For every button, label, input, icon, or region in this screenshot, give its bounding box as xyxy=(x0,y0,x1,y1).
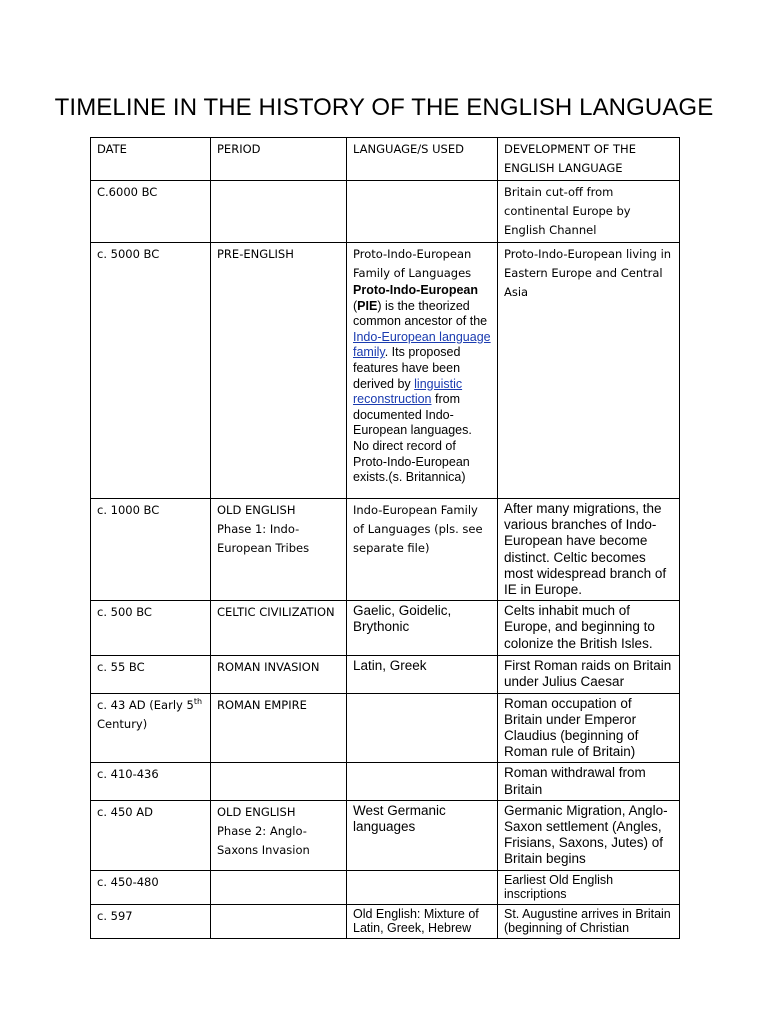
cell-language: Gaelic, Goidelic, Brythonic xyxy=(347,601,498,656)
table-row xyxy=(91,870,680,904)
cell-development: Britain cut-off from continental Europe by English Channel xyxy=(498,181,680,243)
cell-date: c. 597 xyxy=(91,904,211,938)
cell-period xyxy=(211,800,347,870)
table-header-row xyxy=(91,138,680,181)
date-main: c. 43 AD (Early 5 xyxy=(97,697,194,712)
cell-language xyxy=(347,870,498,904)
cell-language: Old English: Mixture of Latin, Greek, Hebrew xyxy=(347,904,498,938)
pie-text: ( xyxy=(353,298,358,313)
cell-period: PRE-ENGLISH xyxy=(211,243,347,499)
cell-language xyxy=(347,181,498,243)
indo-european-family-link[interactable]: Indo-European language family xyxy=(353,329,491,360)
linguistic-reconstruction-link[interactable]: linguistic reconstruction xyxy=(353,376,463,407)
timeline-table xyxy=(90,137,680,939)
date-superscript: th xyxy=(193,696,203,706)
cell-development: Germanic Migration, Anglo-Saxon settlement (Angles, Frisians, Saxons, Jutes) of Britain begins xyxy=(498,800,680,870)
page-title: TIMELINE IN THE HISTORY OF THE ENGLISH LANGUAGE xyxy=(54,94,714,121)
cell-development: First Roman raids on Britain under Julius Caesar xyxy=(498,656,680,693)
cell-period: CELTIC CIVILIZATION xyxy=(211,601,347,656)
cell-development: Roman occupation of Britain under Emperor Claudius (beginning of Roman rule of Britain) xyxy=(498,693,680,763)
cell-period xyxy=(211,763,347,800)
cell-date: c. 500 BC xyxy=(91,601,211,656)
cell-development: Celts inhabit much of Europe, and beginning to colonize the British Isles. xyxy=(498,601,680,656)
table-row xyxy=(91,601,680,656)
cell-language xyxy=(347,243,498,499)
cell-language xyxy=(347,693,498,763)
cell-date: c. 410-436 xyxy=(91,763,211,800)
cell-language: Latin, Greek xyxy=(347,656,498,693)
table-row xyxy=(91,763,680,800)
header-date: DATE xyxy=(91,138,211,181)
date-tail: Century) xyxy=(97,716,148,731)
cell-language: West Germanic languages xyxy=(347,800,498,870)
cell-date: c. 55 BC xyxy=(91,656,211,693)
cell-development: St. Augustine arrives in Britain (beginning of Christian xyxy=(498,904,680,938)
pie-bold-term: Proto-Indo-European xyxy=(353,283,478,297)
cell-language xyxy=(347,763,498,800)
cell-period xyxy=(211,181,347,243)
table-row xyxy=(91,181,680,243)
language-text: Proto-Indo-European Family of Languages xyxy=(353,247,472,280)
header-development: DEVELOPMENT OF THE ENGLISH LANGUAGE xyxy=(498,138,680,181)
period-title: OLD ENGLISH xyxy=(217,503,296,517)
cell-period xyxy=(211,904,347,938)
cell-date: c. 450-480 xyxy=(91,870,211,904)
table-row xyxy=(91,499,680,601)
cell-date: c. 450 AD xyxy=(91,800,211,870)
cell-period xyxy=(211,870,347,904)
cell-period: ROMAN EMPIRE xyxy=(211,693,347,763)
cell-date: c. 5000 BC xyxy=(91,243,211,499)
period-phase: Phase 2: Anglo-Saxons Invasion xyxy=(217,823,310,857)
pie-text: . Its proposed features have been derived by xyxy=(353,345,461,391)
cell-development: After many migrations, the various branches of Indo-European have become distinct. Celtic becomes most widespread branch of IE in Europe. xyxy=(498,499,680,601)
cell-date: c. 1000 BC xyxy=(91,499,211,601)
pie-text: ) is the theorized common ancestor of the xyxy=(353,298,488,329)
pie-definition xyxy=(353,283,491,486)
cell-development: Roman withdrawal from Britain xyxy=(498,763,680,800)
cell-development: Earliest Old English inscriptions xyxy=(498,870,680,904)
header-language: LANGUAGE/S USED xyxy=(347,138,498,181)
pie-text: from documented Indo-European languages. No direct record of Proto-Indo-European exists.(s. Britannica) xyxy=(353,392,472,485)
table-row xyxy=(91,904,680,938)
period-phase: Phase 1: Indo-European Tribes xyxy=(217,522,310,555)
cell-period xyxy=(211,499,347,601)
pie-abbrev: PIE xyxy=(357,298,378,313)
period-title: OLD ENGLISH xyxy=(217,804,296,819)
cell-development: Proto-Indo-European living in Eastern Europe and Central Asia xyxy=(498,243,680,499)
cell-date xyxy=(91,693,211,763)
cell-period: ROMAN INVASION xyxy=(211,656,347,693)
cell-language: Indo-European Family of Languages (pls. see separate file) xyxy=(347,499,498,601)
table-row xyxy=(91,800,680,870)
table-row xyxy=(91,693,680,763)
cell-date: C.6000 BC xyxy=(91,181,211,243)
table-row xyxy=(91,656,680,693)
table-row xyxy=(91,243,680,499)
header-period: PERIOD xyxy=(211,138,347,181)
